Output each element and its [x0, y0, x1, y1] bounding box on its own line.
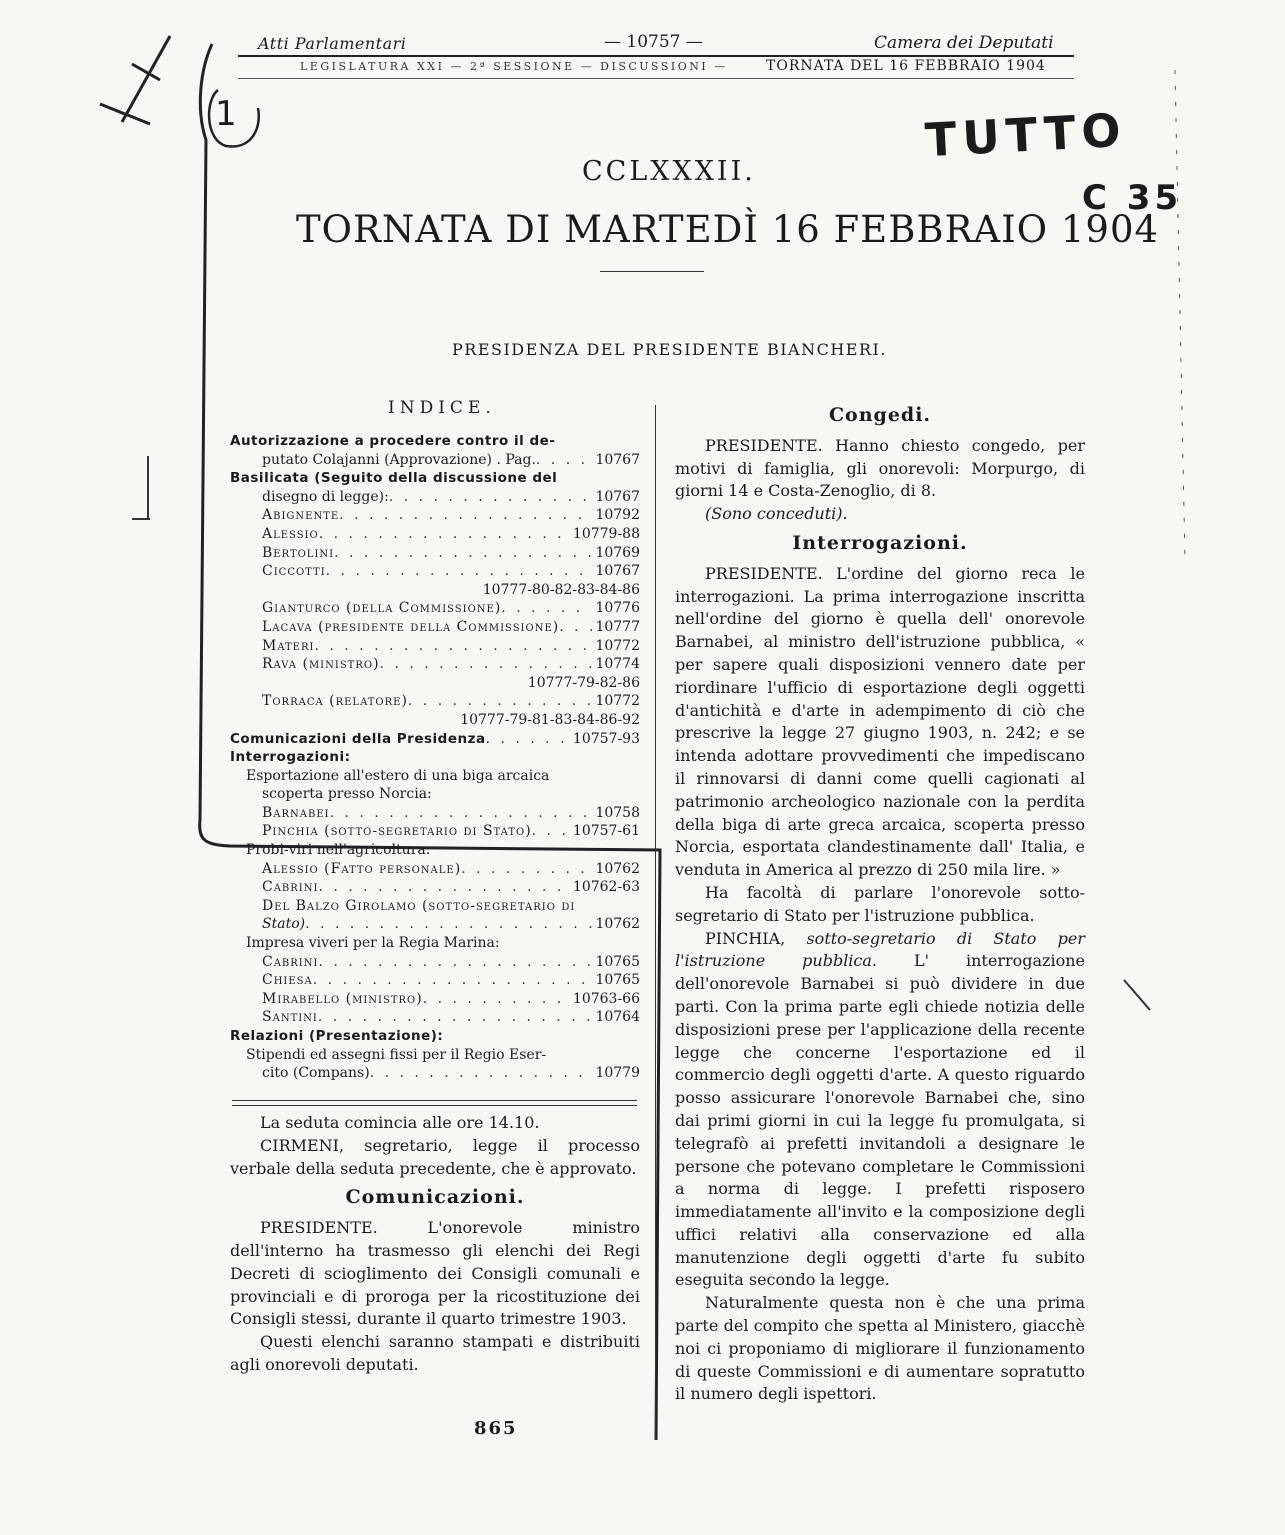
index-entry	[230, 692, 640, 711]
index-entry-label: Gianturco (della Commissione)	[262, 600, 502, 617]
index-leader-dots	[532, 822, 570, 841]
index-leader-dots	[380, 655, 593, 674]
index-entry-page: 10777-80-82-83-84-86	[482, 581, 640, 598]
index-entry-page: 10758	[595, 804, 640, 821]
index-entry	[230, 618, 640, 637]
index-entry	[230, 711, 640, 730]
index-entry	[230, 451, 640, 470]
index-entry-label: Mirabello (ministro)	[262, 990, 423, 1007]
presidency-line: PRESIDENZA DEL PRESIDENTE BIANCHERI.	[452, 340, 887, 359]
index-entry-label: Cabrini	[262, 953, 319, 970]
index-leader-dots	[389, 488, 593, 507]
index-leader-dots	[486, 730, 570, 749]
index-entry-label: Torraca (relatore)	[262, 693, 408, 710]
header-session-date: TORNATA DEL 16 FEBBRAIO 1904	[766, 58, 1046, 74]
minutes-paragraph: CIRMENI, segretario, legge il processo verbale della seduta precedente, che è approvato.	[230, 1135, 640, 1178]
index-entry	[230, 953, 640, 972]
closing-paragraph: Naturalmente questa non è che una prima parte del compito che spetta al Ministero, giacchè noi ci proponiamo di migliorare il funzionamento di queste Commissioni e di aumentare sopratutto il numero degli ispettori.	[675, 1293, 1085, 1404]
index-leader-dots	[318, 878, 569, 897]
index-entry-label: cito (Compans)	[262, 1065, 370, 1082]
index-entry-page: 10776	[595, 600, 640, 617]
index-entry-label: Basilicata (Seguito della discussione del	[230, 470, 558, 487]
index-entry-label: disegno di legge):	[262, 488, 389, 505]
index-leader-dots	[314, 637, 592, 656]
index-entry	[230, 730, 640, 749]
index-entry-page: 10777-79-81-83-84-86-92	[460, 711, 640, 728]
left-column-text	[230, 1112, 640, 1377]
index-entry	[230, 581, 640, 600]
index-entry-page: 10762	[595, 860, 640, 877]
index-entry	[230, 1008, 640, 1027]
index-entry	[230, 767, 640, 786]
header-rule-bottom	[238, 78, 1074, 79]
index-entry-label: Del Balzo Girolamo (sotto-segretario di	[262, 897, 576, 914]
index-entry	[230, 1046, 640, 1065]
index-entry-page: 10792	[595, 507, 640, 524]
comunicazioni-paragraph-2: Questi elenchi saranno stampati e distribuiti agli onorevoli deputati.	[230, 1332, 640, 1374]
title-rule	[600, 271, 704, 272]
index-leader-dots	[423, 990, 570, 1009]
index-entry-label: Interrogazioni:	[230, 749, 351, 766]
index-leader-dots	[318, 953, 592, 972]
index-entry-page: 10767	[595, 563, 640, 580]
index-leader-dots	[334, 544, 592, 563]
index-entry	[230, 822, 640, 841]
index-entry-label: Chiesa	[262, 972, 313, 989]
index-entry-label: Alessio	[262, 525, 319, 542]
index-entry	[230, 915, 640, 934]
index-list	[230, 432, 640, 1083]
index-entry-label: Probi-viri nell'agricoltura:	[246, 842, 431, 859]
header-page-number: — 10757 —	[604, 32, 703, 52]
index-entry-label: scoperta presso Norcia:	[262, 786, 432, 803]
index-entry-page: 10772	[595, 693, 640, 710]
index-entry	[230, 674, 640, 693]
session-start: La seduta comincia alle ore 14.10.	[260, 1113, 540, 1132]
index-entry-label: Autorizzazione a procedere contro il de-	[230, 433, 556, 449]
index-heading: INDICE.	[388, 398, 496, 418]
header-right: Camera dei Deputati	[874, 33, 1054, 53]
speaker-name: PINCHIA,	[705, 928, 786, 948]
index-entry	[230, 841, 640, 860]
index-leader-dots	[461, 860, 592, 879]
handwritten-number: 1	[215, 94, 237, 134]
index-entry-label: Abignente	[262, 507, 340, 524]
index-entry	[230, 748, 640, 767]
index-entry-label: Ciccotti	[262, 563, 326, 580]
index-entry-label: Cabrini	[262, 879, 319, 896]
index-entry	[230, 934, 640, 953]
pinchia-text: L' interrogazione dell'onorevole Barnabei si può dividere in due parti. Con la prima parte egli chiede notizia delle disposizioni prese per l'applicazione della recente legge che concerne l'esportazione ed il commercio degli oggetti d'arte. A questo riguardo posso assicurare l'onorevole Barnabei che, sino dai primi giorni in cui la legge fu promulgata, si telegrafò ai prefetti invitandoli a designare le persone che potevano completare le Commissioni a norma di legge. I prefetti risposero immediatamente all'invito e la composizione degli uffici relativi alla conservazione ed alla manutenzione degli oggetti d'arte fu subito eseguita secondo la legge.	[675, 951, 1085, 1290]
index-entry-page: 10757-61	[572, 823, 640, 840]
index-entry-page: 10777-79-82-86	[527, 674, 640, 691]
index-entry	[230, 990, 640, 1009]
index-entry-label: Lacava (presidente della Commissione)	[262, 618, 560, 635]
index-entry	[230, 1027, 640, 1046]
right-column-text	[675, 398, 1085, 1406]
footer-page-number: 865	[474, 1418, 518, 1439]
comunicazioni-paragraph: PRESIDENTE. L'onorevole ministro dell'interno ha trasmesso gli elenchi dei Regi Decreti di scioglimento dei Consigli comunali e provinciali e di proroga per la ricostituzione dei Consigli stessi, durante il quarto trimestre 1903.	[230, 1218, 640, 1329]
index-entry-label: Comunicazioni della Presidenza	[230, 730, 486, 747]
index-entry-page: 10769	[595, 544, 640, 561]
facolta-paragraph: Ha facoltà di parlare l'onorevole sotto-segretario di Stato per l'istruzione pubblica.	[675, 882, 1085, 925]
index-entry-page: 10762-63	[572, 879, 640, 896]
index-entry	[230, 469, 640, 488]
header-left: Atti Parlamentari	[258, 34, 407, 53]
index-entry-label: Esportazione all'estero di una biga arcaica	[246, 767, 550, 784]
index-entry-page: 10765	[595, 972, 640, 989]
index-entry	[230, 878, 640, 897]
section-heading-interrogazioni: Interrogazioni.	[792, 531, 968, 554]
index-entry	[230, 432, 640, 451]
index-leader-dots	[501, 599, 592, 618]
index-leader-dots	[408, 692, 593, 711]
index-leader-dots	[536, 451, 593, 470]
index-leader-dots	[318, 1008, 593, 1027]
index-leader-dots	[370, 1064, 593, 1083]
index-entry-label: Impresa viveri per la Regia Marina:	[246, 935, 500, 952]
index-entry-label: Stato)	[262, 916, 306, 933]
index-entry-page: 10763-66	[572, 990, 640, 1007]
index-entry-page: 10779-88	[572, 525, 640, 542]
index-entry	[230, 655, 640, 674]
index-entry-label: putato Colajanni (Approvazione) . Pag.	[262, 451, 536, 468]
pinchia-paragraph	[675, 928, 1085, 1293]
index-entry-label: Relazioni (Presentazione):	[230, 1028, 444, 1044]
page-title: TORNATA DI MARTEDÌ 16 FEBBRAIO 1904	[296, 208, 1160, 251]
index-entry	[230, 785, 640, 804]
index-entry-page: 10779	[595, 1065, 640, 1082]
index-entry-page: 10767	[595, 451, 640, 468]
index-leader-dots	[330, 804, 593, 823]
congedi-result: (Sono conceduti).	[705, 504, 848, 524]
congedi-paragraph: PRESIDENTE. Hanno chiesto congedo, per motivi di famiglia, gli onorevoli: Morpurgo, di giorni 14 e Costa-Zenoglio, di 8.	[675, 435, 1085, 501]
index-entry-page: 10764	[595, 1009, 640, 1026]
index-entry-page: 10762	[595, 916, 640, 933]
index-entry	[230, 544, 640, 563]
index-entry	[230, 971, 640, 990]
section-heading-comunicazioni: Comunicazioni.	[345, 1186, 525, 1209]
index-entry-page: 10772	[595, 637, 640, 654]
index-leader-dots	[305, 915, 592, 934]
index-entry-page: 10757-93	[572, 730, 640, 747]
index-entry-page: 10765	[595, 953, 640, 970]
index-entry	[230, 860, 640, 879]
index-entry	[230, 804, 640, 823]
index-entry-label: Materi	[262, 637, 315, 654]
index-entry-page: 10774	[595, 656, 640, 673]
interrogazioni-paragraph: PRESIDENTE. L'ordine del giorno reca le interrogazioni. La prima interrogazione inscritta nell'ordine del giorno è quella dell' onorevole Barnabei, al ministro dell'istruzione pubblica, « per sapere quali disposizioni vennero date per riordinare l'ufficio di esportazione degli oggetti d'antichità e d'arte in adempimento di ciò che prescrive la legge 27 giugno 1903, n. 242; e se intenda adottare provvedimenti che impediscano il rinnovarsi di danni come quelli cagionati al patrimonio archeologico nazionale con la perdita della biga di arte greca arcaica, scoperta presso Norcia, esportata clandestinamente dall' Italia, e venduta in America al prezzo di 250 mila lire. »	[675, 563, 1085, 880]
index-entry-label: Stipendi ed assegni fissi per il Regio Eser-	[246, 1046, 547, 1063]
index-entry-label: Rava (ministro)	[262, 656, 380, 673]
index-entry	[230, 525, 640, 544]
index-entry	[230, 488, 640, 507]
index-entry	[230, 1064, 640, 1083]
index-leader-dots	[559, 618, 592, 637]
index-entry	[230, 599, 640, 618]
column-divider	[655, 405, 656, 1440]
index-entry	[230, 506, 640, 525]
index-leader-dots	[319, 525, 570, 544]
header-legislature: LEGISLATURA XXI — 2ª SESSIONE — DISCUSSIONI —	[300, 60, 728, 73]
handwritten-tutto: TUTTO	[923, 102, 1128, 168]
double-rule	[232, 1100, 637, 1106]
handwritten-code: C 35	[1082, 178, 1183, 218]
index-leader-dots	[326, 562, 593, 581]
index-entry-label: Alessio (Fatto personale)	[262, 860, 462, 877]
header-rule	[238, 55, 1074, 57]
index-entry-page: 10767	[595, 488, 640, 505]
index-entry	[230, 637, 640, 656]
index-entry-page: 10777	[595, 618, 640, 635]
index-entry-label: Pinchia (sotto-segretario di Stato)	[262, 823, 532, 840]
index-entry-label: Bertolini	[262, 544, 335, 561]
speaker-role: sotto-segretario di Stato per l'istruzione pubblica.	[675, 928, 1085, 971]
index-entry	[230, 897, 640, 916]
roman-numeral: CCLXXXII.	[582, 156, 756, 187]
index-leader-dots	[339, 506, 592, 525]
section-heading-congedi: Congedi.	[828, 404, 932, 426]
index-entry-label: Barnabei	[262, 804, 330, 821]
index-leader-dots	[313, 971, 593, 990]
index-entry	[230, 562, 640, 581]
index-entry-label: Santini	[262, 1009, 318, 1026]
